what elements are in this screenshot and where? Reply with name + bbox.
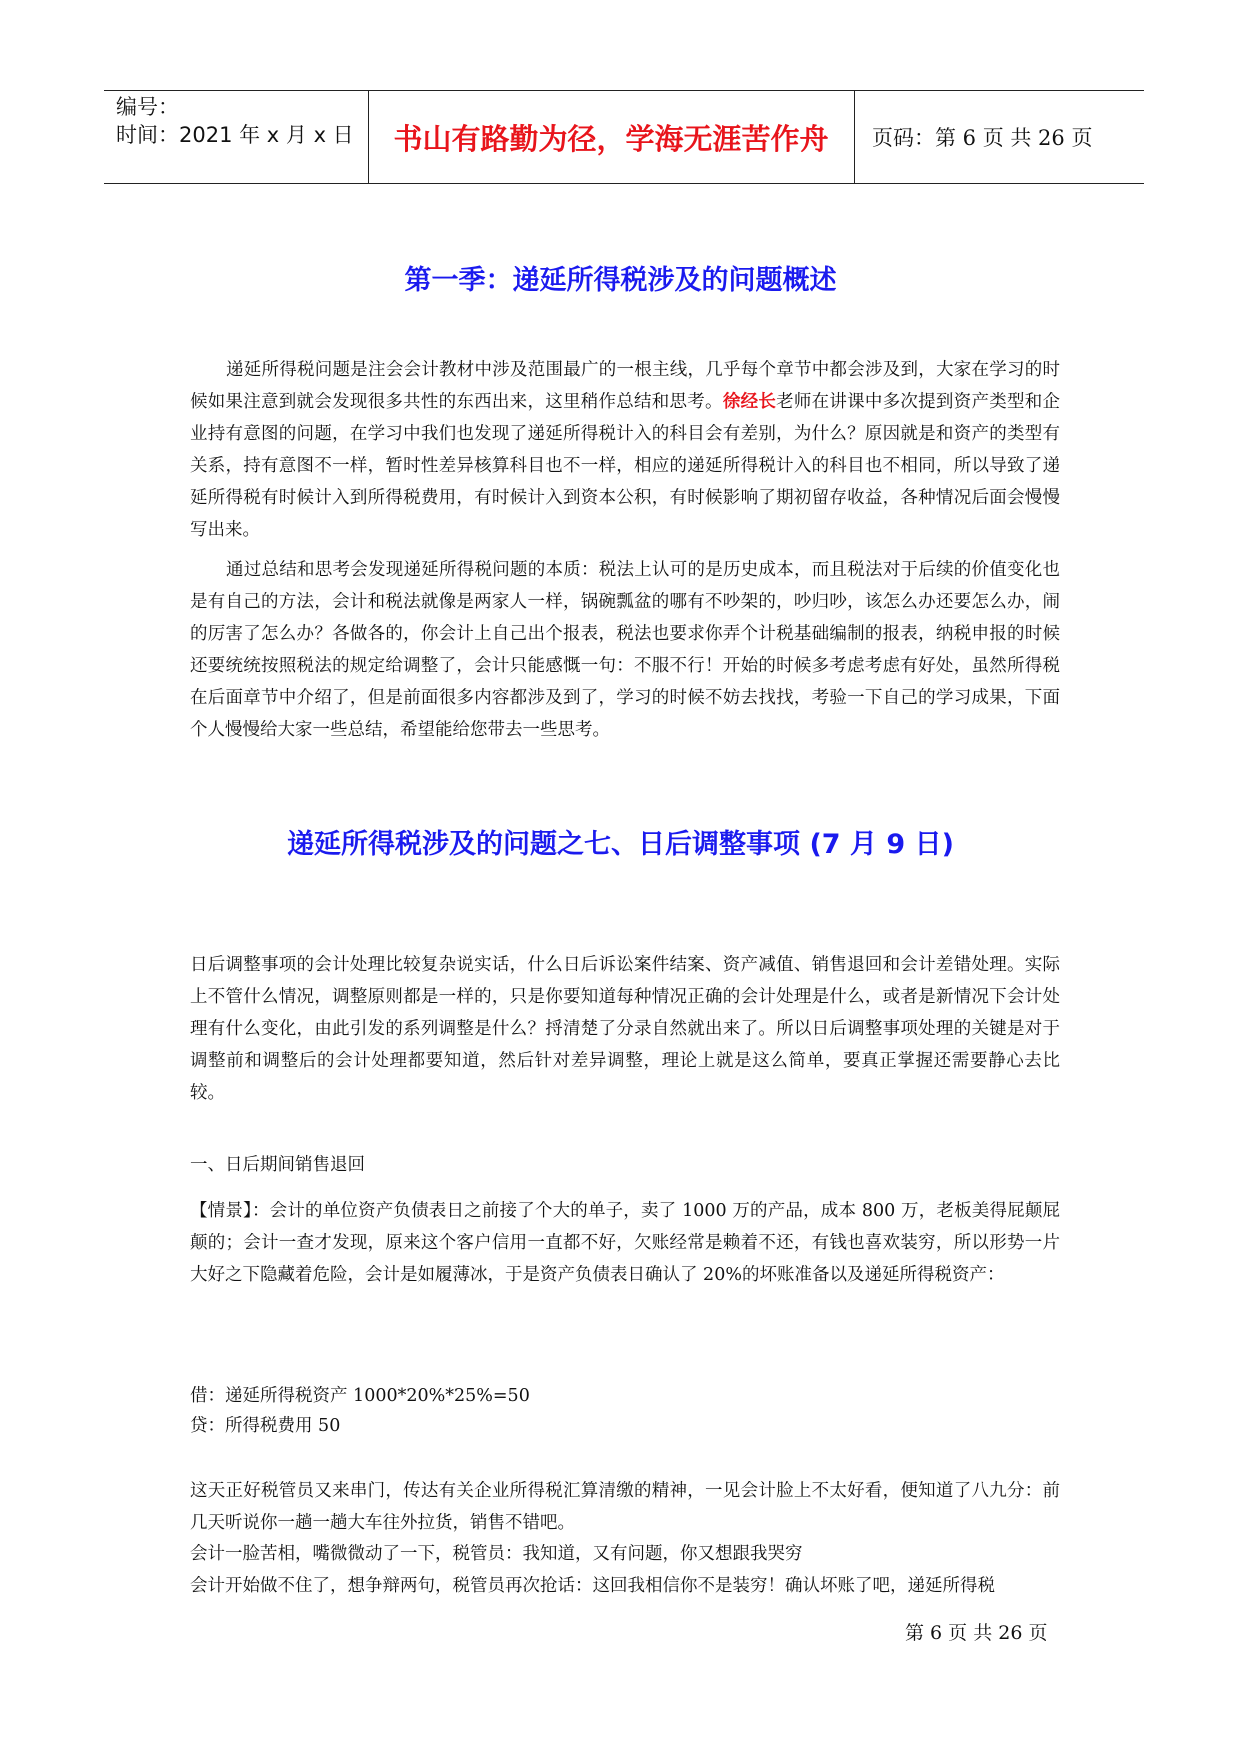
paragraph-overview-text-b: 老师在讲课中多次提到资产类型和企业持有意图的问题，在学习中我们也发现了递延所得税计入的科目会有差别，为什么？原因就是和资产的类型有关系，持有意图不一样，暂时性差异核算科目也不一样，相应的递延所得税计入的科目也不相同，所以导致了递延所得税有时候计入到所得税费用，有时候计入到资本公积，有时候影响了期初留存收益，各种情况后面会慢慢写出来。 [190, 392, 1060, 540]
paragraph-overview-text-a: 递延所得税问题是注会会计教材中涉及范围最广的一根主线，几乎每个章节中都会涉及到，大家在学习的时候如果注意到就会发现很多共性的东西出来，这里稍作总结和思考。 [190, 360, 1060, 412]
journal-debit: 借：递延所得税资产 1000*20%*25%=50 [190, 1386, 530, 1406]
dialog-line-2: 会计开始做不住了，想争辩两句，税管员再次抢话：这回我相信你不是装穷！确认坏账了吧，递延所得税 [190, 1576, 995, 1596]
motto: 书山有路勤为径，学海无涯苦作舟 [393, 121, 829, 156]
page-label: 页码：第 6 页 共 26 页 [872, 126, 1093, 150]
dialog-line-1: 会计一脸苦相，嘴微微动了一下，税管员：我知道，又有问题，你又想跟我哭穷 [190, 1544, 803, 1564]
paragraph-summary: 通过总结和思考会发现递延所得税问题的本质：税法上认可的是历史成本，而且税法对于后续的价值变化也是有自己的方法，会计和税法就像是两家人一样，锅碗瓢盆的哪有不吵架的，吵归吵，该怎么办还要怎么办，闹的厉害了怎么办？各做各的，你会计上自己出个报表，税法也要求你弄个计税基础编制的报表，纳税申报的时候还要统统按照税法的规定给调整了，会计只能感慨一句：不服不行！开始的时候多考虑考虑有好处，虽然所得税在后面章节中介绍了，但是前面很多内容都涉及到了，学习的时候不妨去找找，考验一下自己的学习成果，下面个人慢慢给大家一些总结，希望能给您带去一些思考。 [190, 560, 1060, 740]
paragraph-overview [190, 354, 1060, 546]
highlight-name: 徐经长 [722, 392, 777, 412]
paragraph-story: 这天正好税管员又来串门，传达有关企业所得税汇算清缴的精神，一见会计脸上不太好看，便知道了八九分：前几天听说你一趟一趟大车往外拉货，销售不错吧。 [190, 1481, 1060, 1533]
journal-credit: 贷：所得税费用 50 [190, 1416, 341, 1436]
header-motto-cell [368, 91, 855, 183]
document-header [104, 90, 1144, 184]
section-title-1: 第一季：递延所得税涉及的问题概述 [404, 265, 837, 296]
section-title-2: 递延所得税涉及的问题之七、日后调整事项 (7 月 9 日) [287, 829, 954, 860]
page-footer: 第 6 页 共 26 页 [905, 1622, 1048, 1644]
time-label: 时间：2021 年 x 月 x 日 [116, 123, 354, 147]
header-page-cell [854, 91, 1144, 183]
paragraph-scenario: 【情景】：会计的单位资产负债表日之前接了个大的单子，卖了 1000 万的产品，成本 800 万，老板美得屁颠屁颠的；会计一查才发现，原来这个客户信用一直都不好，欠账经常是赖着不还，有钱也喜欢装穷，所以形势一片大好之下隐藏着危险，会计是如履薄冰，于是资产负债表日确认了 20%的坏账准备以及递延所得税资产： [190, 1201, 1060, 1285]
paragraph-adjustment: 日后调整事项的会计处理比较复杂说实话，什么日后诉讼案件结案、资产减值、销售退回和会计差错处理。实际上不管什么情况，调整原则都是一样的，只是你要知道每种情况正确的会计处理是什么，或者是新情况下会计处理有什么变化，由此引发的系列调整是什么？捋清楚了分录自然就出来了。所以日后调整事项处理的关键是对于调整前和调整后的会计处理都要知道，然后针对差异调整，理论上就是这么简单，要真正掌握还需要静心去比较。 [190, 955, 1060, 1103]
subsection-heading: 一、日后期间销售退回 [190, 1155, 365, 1175]
header-info-cell [104, 91, 369, 183]
number-label: 编号： [116, 95, 179, 119]
